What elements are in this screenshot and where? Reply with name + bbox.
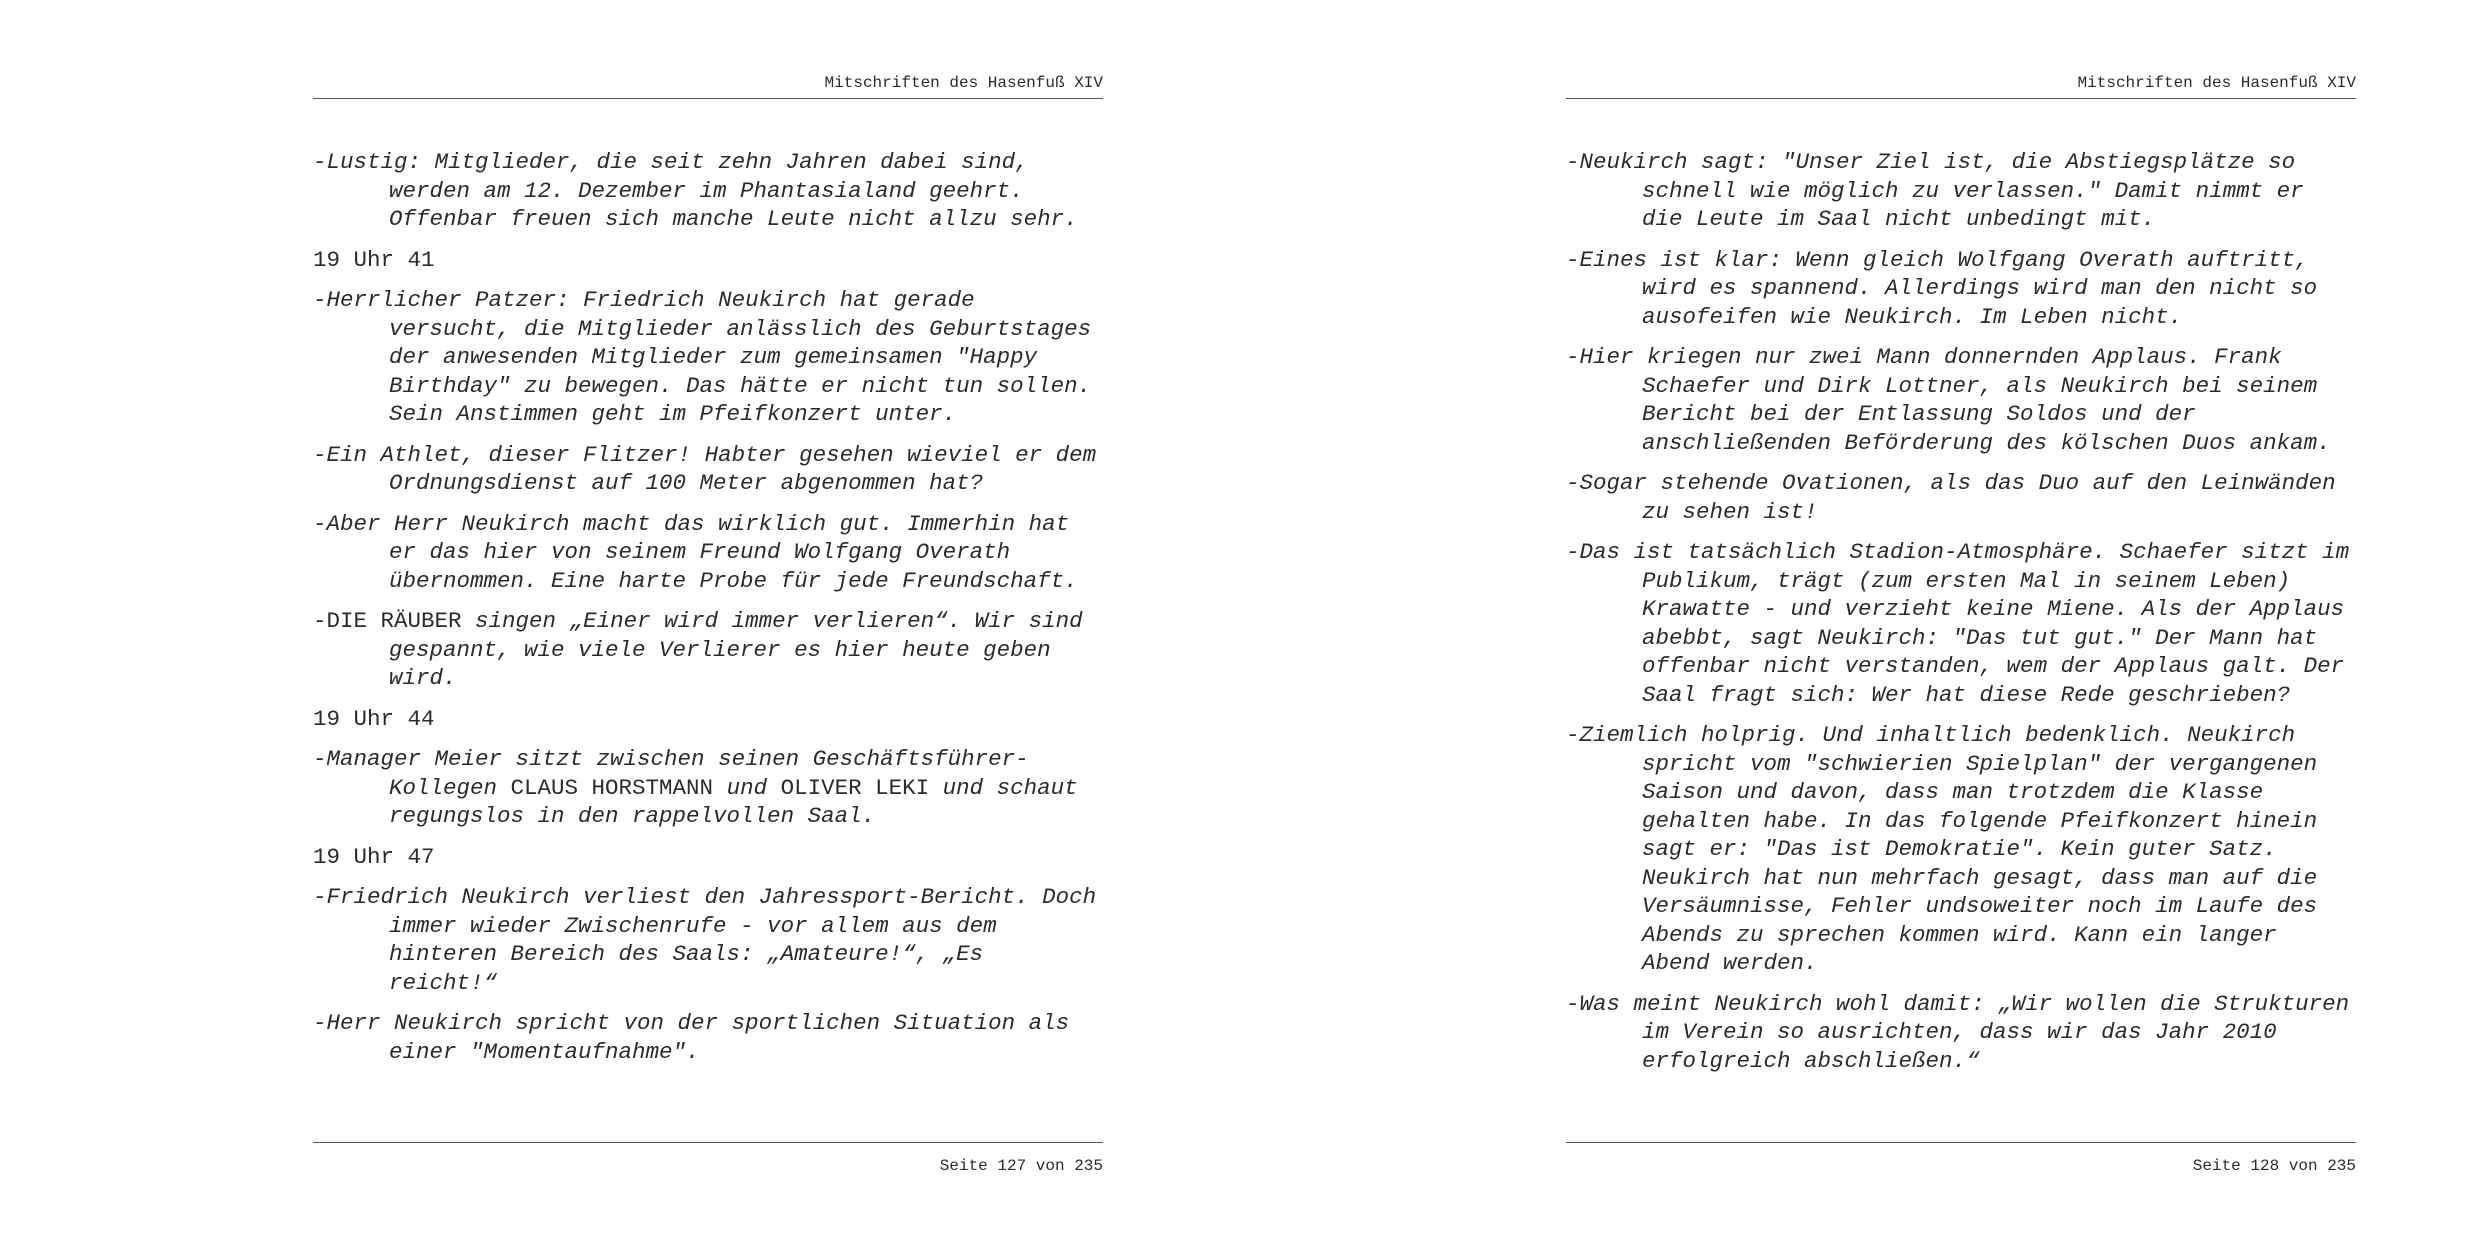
text-fragment: und <box>713 774 781 801</box>
right-page <box>1566 0 2356 1240</box>
text-fragment: - <box>313 608 327 634</box>
timestamp: 19 Uhr 47 <box>313 843 435 870</box>
paragraph: -Sogar stehende Ovationen, als das Duo auf den Leinwänden zu sehen ist! <box>1566 470 2336 525</box>
paragraph: -Lustig: Mitglieder, die seit zehn Jahren dabei sind, werden am 12. Dezember im Phantasialand geehrt. Offenbar freuen sich manche Leute nicht allzu sehr. <box>313 149 1078 232</box>
timestamp: 19 Uhr 44 <box>313 705 435 732</box>
page-number: Seite 127 von 235 <box>313 1142 1103 1177</box>
paragraph: -Ein Athlet, dieser Flitzer! Habter gesehen wieviel er dem Ordnungsdienst auf 100 Meter abgenommen hat? <box>313 441 1097 496</box>
page-number: Seite 128 von 235 <box>1566 1142 2356 1177</box>
paragraph: -Aber Herr Neukirch macht das wirklich gut. Immerhin hat er das hier von seinem Freund Wolfgang Overath übernommen. Eine harte Probe für jede Freundschaft. <box>313 510 1078 594</box>
paragraph <box>313 607 1103 693</box>
text-fragment: singen „Einer wird immer verlieren“. Wir sind gespannt, wie viele Verlierer es hier heute geben wird. <box>389 608 1083 691</box>
left-page <box>313 0 1103 1240</box>
paragraph: -Neukirch sagt: "Unser Ziel ist, die Abstiegsplätze so schnell wie möglich zu verlassen." Damit nimmt er die Leute im Saal nicht unbedingt mit. <box>1566 149 2304 232</box>
band-name: DIE RÄUBER <box>326 608 462 634</box>
running-header: Mitschriften des Hasenfuß XIV <box>1566 72 2356 99</box>
person-name: CLAUS HORSTMANN <box>510 774 714 801</box>
paragraph: -Herrlicher Patzer: Friedrich Neukirch hat gerade versucht, die Mitglieder anlässlich des Geburtstages der anwesenden Mitglieder zum gemeinsamen "Happy Birthday" zu bewegen. Das hätte er nicht tun sollen. Sein Anstimmen geht im Pfeifkonzert unter. <box>313 287 1092 427</box>
running-header: Mitschriften des Hasenfuß XIV <box>313 72 1103 99</box>
person-name: OLIVER LEKI <box>780 774 930 801</box>
page-body <box>313 148 1103 1078</box>
page-body <box>1566 148 2356 1087</box>
paragraph: -Was meint Neukirch wohl damit: „Wir wollen die Strukturen im Verein so ausrichten, dass wir das Jahr 2010 erfolgreich abschließen.“ <box>1566 990 2350 1074</box>
text-fragment: und schaut regungslos in den rappelvollen Saal. <box>389 774 1078 829</box>
paragraph: -Friedrich Neukirch verliest den Jahressport-Bericht. Doch immer wieder Zwischenrufe - vor allem aus dem hinteren Bereich des Saals: „Amateure!“, „Es reicht!“ <box>313 884 1097 996</box>
paragraph: -Das ist tatsächlich Stadion-Atmosphäre. Schaefer sitzt im Publikum, trägt (zum ersten Mal in seinem Leben) Krawatte - und verzieht keine Miene. Als der Applaus abebbt, sagt Neukirch: "Das tut gut." Der Mann hat offenbar nicht verstanden, wem der Applaus galt. Der Saal fragt sich: Wer hat diese Rede geschrieben? <box>1566 539 2350 708</box>
timestamp: 19 Uhr 41 <box>313 246 435 273</box>
paragraph: -Hier kriegen nur zwei Mann donnernden Applaus. Frank Schaefer und Dirk Lottner, als Neukirch bei seinem Bericht bei der Entlassung Soldos und der anschließenden Beförderung des kölschen Duos ankam. <box>1566 344 2331 456</box>
paragraph: -Herr Neukirch spricht von der sportlichen Situation als einer "Momentaufnahme". <box>313 1010 1070 1065</box>
paragraph <box>313 745 1103 831</box>
text-fragment: -Manager Meier sitzt zwischen seinen Geschäftsführer-Kollegen <box>313 746 1029 801</box>
paragraph: -Eines ist klar: Wenn gleich Wolfgang Overath auftritt, wird es spannend. Allerdings wird man den nicht so ausofeifen wie Neukirch. Im Leben nicht. <box>1566 246 2318 330</box>
paragraph: -Ziemlich holprig. Und inhaltlich bedenklich. Neukirch spricht vom "schwierien Spielplan" der vergangenen Saison und davon, dass man trotzdem die Klasse gehalten habe. In das folgende Pfeifkonzert hinein sagt er: "Das ist Demokratie". Kein guter Satz. Neukirch hat nun mehrfach gesagt, dass man auf die Versäumnisse, Fehler undsoweiter noch im Laufe des Abends zu sprechen kommen wird. Kann ein langer Abend werden. <box>1566 722 2318 976</box>
